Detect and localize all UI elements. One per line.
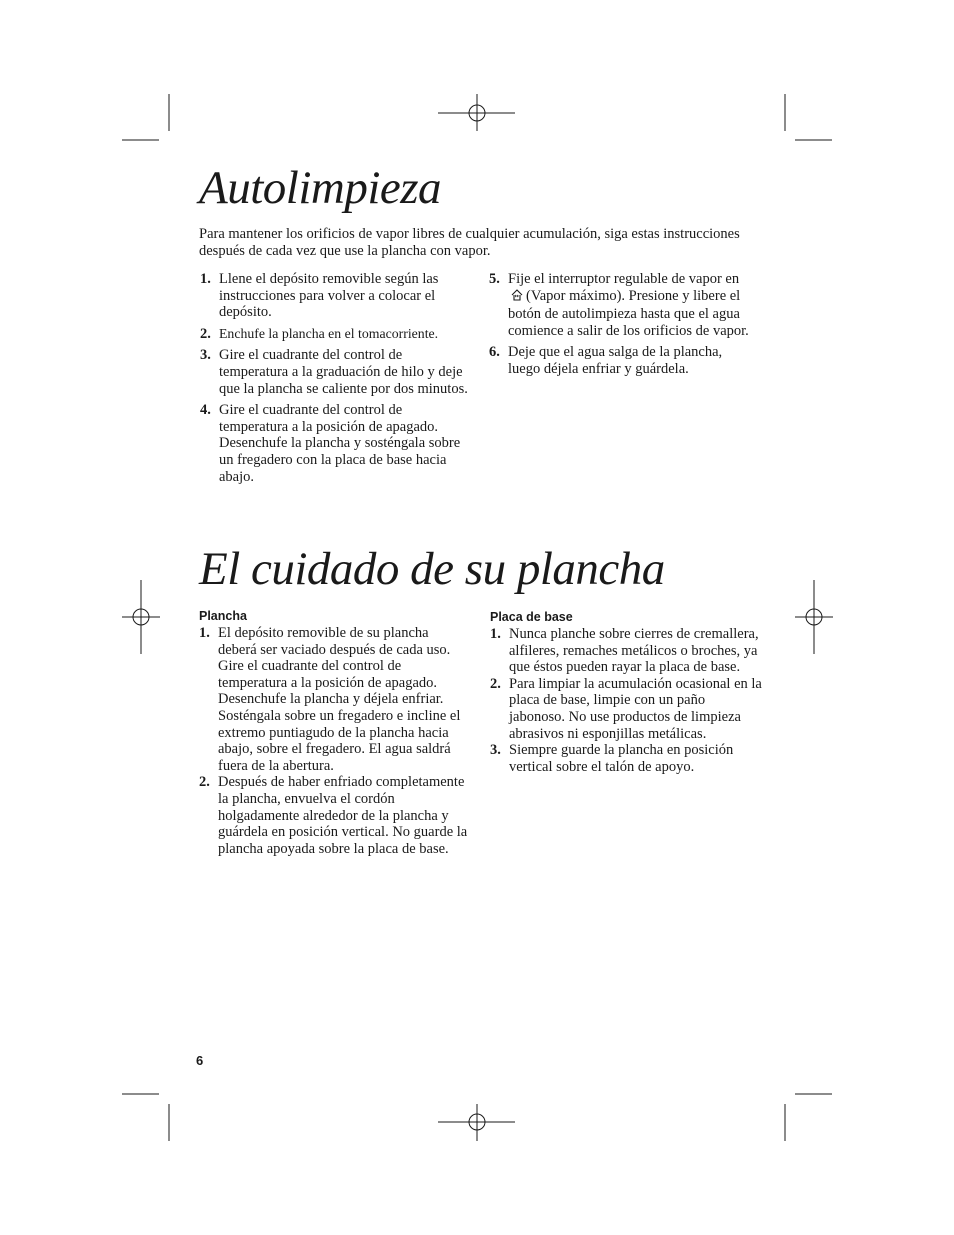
placa-de-base-column <box>490 609 762 775</box>
placa-steps <box>490 626 762 775</box>
steam-max-icon <box>510 288 524 307</box>
plancha-column <box>199 608 469 857</box>
autolimpieza-right-column <box>489 271 757 383</box>
list-item: 5. Fije el interruptor regulable de vapor en(Vapor máximo). Presione y libere el botón de autolimpieza hasta que el agua comience a salir de los orificios de vapor. <box>489 271 749 339</box>
page-number: 6 <box>196 1053 204 1068</box>
list-item: 1. El depósito removible de su plancha deberá ser vaciado después de cada uso. Gire el cuadrante del control de temperatura a la posición de apagado. Desenchufe la plancha y déjela enfriar. Sosténgala sobre un fregadero e incline el extremo puntiagudo de la plancha hacia abajo, sobre el fregadero. El agua saldrá fuera de la abertura. <box>199 625 461 774</box>
plancha-heading: Plancha <box>199 609 247 623</box>
plancha-steps <box>199 625 469 857</box>
list-item: 6. Deje que el agua salga de la plancha, luego déjela enfriar y guárdela. <box>489 344 723 377</box>
placa-heading: Placa de base <box>490 610 573 624</box>
intro-paragraph: Para mantener los orificios de vapor libres de cualquier acumulación, siga estas instrucciones después de cada vez que use la plancha con vapor. <box>199 226 740 259</box>
list-item: 3. Siempre guarde la plancha en posición vertical sobre el talón de apoyo. <box>490 742 734 775</box>
list-item: 1. Nunca planche sobre cierres de cremallera, alfileres, remaches metálicos o broches, ya que éstos pueden rayar la placa de base. <box>490 626 759 676</box>
section-title-autolimpieza: Autolimpieza <box>199 162 442 214</box>
section-title-cuidado: El cuidado de su plancha <box>199 543 665 595</box>
list-item: 2. Después de haber enfriado completamente la plancha, envuelva el cordón holgadamente alrededor de la plancha y guárdela en posición vertical. No guarde la plancha apoyada sobre la placa de base. <box>199 774 468 857</box>
list-item: 1. Llene el depósito removible según las instrucciones para volver a colocar el depósito. <box>200 271 439 321</box>
autolimpieza-steps-left <box>200 271 472 485</box>
autolimpieza-steps-right <box>489 271 757 378</box>
list-item: 3. Gire el cuadrante del control de temperatura a la graduación de hilo y deje que la plancha se caliente por dos minutos. <box>200 347 468 397</box>
autolimpieza-left-column <box>200 271 472 490</box>
list-item: 2. Enchufe la plancha en el tomacorriente. <box>200 325 439 342</box>
list-item: 2. Para limpiar la acumulación ocasional en la placa de base, limpie con un paño jabonoso. No use productos de limpieza abrasivos ni esponjillas metálicas. <box>490 675 762 742</box>
list-item: 4. Gire el cuadrante del control de temperatura a la posición de apagado. Desenchufe la plancha y sosténgala sobre un fregadero con la placa de base hacia abajo. <box>200 402 461 485</box>
